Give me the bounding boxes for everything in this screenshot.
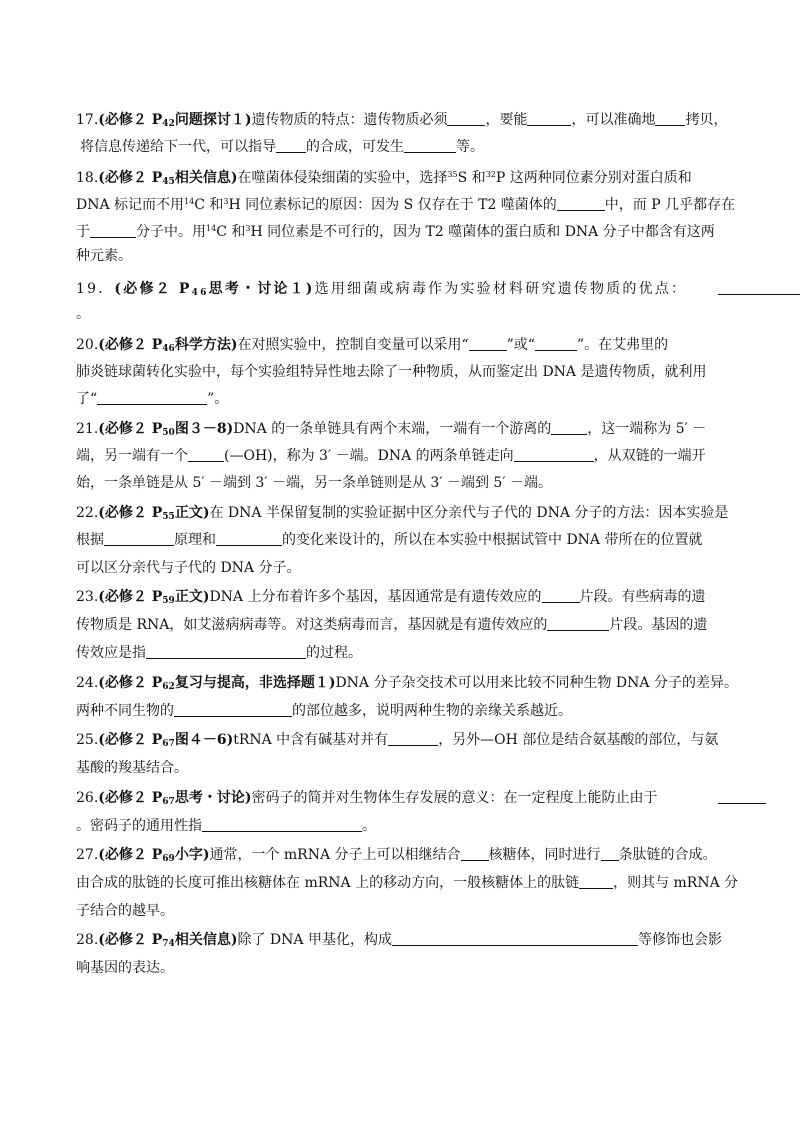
question-18-line-3: 于 分子中。用$^{14}$C 和$^3$H 同位素是不可行的，因为 T2 噬菌体的蛋白质和 DNA 分子中都含有这两 <box>76 224 715 240</box>
blank[interactable] <box>535 337 577 351</box>
question-number: 23. <box>76 589 99 605</box>
textbook-reference: (必修２ $P_{46}$思考・讨论１) <box>114 281 315 298</box>
question-20-line-1: 20.(必修２ $P_{46}$科学方法)在对照实验中，控制自变量可以采用“ ”或“ ”。在艾弗里的 <box>76 337 669 354</box>
question-22-line-2: 根据 原理和 的变化来设计的，所以在本实验中根据试管中 DNA 带所在的位置就 <box>76 532 703 548</box>
question-28-line-1: 28.(必修２ $P_{74}$相关信息)除了 DNA 甲基化，构成 等修饰也会影 <box>76 932 722 949</box>
question-27-line-1: 27.(必修２ $P_{69}$小字)通常，一个 mRNA 分子上可以相继结合 核糖体，同时进行 条肽链的合成。 <box>76 847 717 864</box>
question-19-line-2: 。 <box>76 306 90 322</box>
question-21-line-1: 21.(必修２ $P_{50}$图３－8)DNA 的一条单链具有两个末端，一端有一个游离的 ，这一端称为 5′ － <box>76 421 707 438</box>
question-27-line-3: 子结合的越早。 <box>76 903 174 919</box>
question-number: 28. <box>76 932 99 948</box>
blank[interactable] <box>579 875 613 889</box>
question-number: 27. <box>76 847 99 863</box>
textbook-reference: (必修２ $P_{67}$思考・讨论) <box>98 790 252 807</box>
question-21-line-2: 端，另一端有一个 (—OH)，称为 3′ －端。DNA 的两条单链走向 ，从双链的一端开 <box>76 448 706 464</box>
textbook-reference: (必修２ $P_{69}$小字) <box>98 847 210 864</box>
textbook-reference: (必修２ $P_{50}$图３－8) <box>98 421 234 438</box>
blank[interactable] <box>188 448 224 462</box>
question-23-line-2: 传物质是 RNA，如艾滋病病毒等。对这类病毒而言，基因就是有遗传效应的 片段。基因的遗 <box>76 617 708 633</box>
blank[interactable] <box>404 139 456 153</box>
blank[interactable] <box>90 224 136 238</box>
textbook-reference: (必修２ $P_{59}$正文) <box>98 589 210 606</box>
blank[interactable] <box>104 532 174 546</box>
question-22-line-1: 22.(必修２ $P_{55}$正文)在 DNA 半保留复制的实验证据中区分亲代与子代的 DNA 分子的方法：因本实验是 <box>76 505 729 522</box>
blank[interactable] <box>542 589 580 603</box>
blank[interactable] <box>551 421 587 435</box>
question-number: 17. <box>76 112 99 128</box>
question-21-line-3: 始，一条单链是从 5′ －端到 3′ －端，另一条单链则是从 3′ －端到 5′ －端。 <box>76 475 552 491</box>
blank[interactable] <box>469 337 507 351</box>
question-19-line-1: 19．(必修２ $P_{46}$思考・讨论１)选用细菌或病毒作为实验材料研究遗传物质的优点： <box>76 281 688 298</box>
blank[interactable] <box>718 790 766 804</box>
question-23-line-3: 传效应是指 的过程。 <box>76 645 362 661</box>
blank[interactable] <box>547 617 609 631</box>
question-24-line-2: 两种不同生物的 的部位越多，说明两种生物的亲缘关系越近。 <box>76 703 572 719</box>
question-number: 20. <box>76 337 99 353</box>
question-number: 25. <box>76 732 99 748</box>
question-28-line-2: 响基因的表达。 <box>76 960 174 976</box>
blank[interactable] <box>655 112 685 126</box>
question-23-line-1: 23.(必修２ $P_{59}$正文)DNA 上分布着许多个基因，基因通常是有遗传效应的 片段。有些病毒的遗 <box>76 589 706 606</box>
blank[interactable] <box>97 391 207 405</box>
question-18-line-4: 种元素。 <box>76 248 132 264</box>
blank[interactable] <box>216 532 282 546</box>
question-17-line-2: 将信息传递给下一代，可以指导 的合成，可发生 等。 <box>80 139 484 155</box>
blank[interactable] <box>276 139 306 153</box>
blank[interactable] <box>146 645 306 659</box>
question-27-line-2: 由合成的肽链的长度可推出核糖体在 mRNA 上的移动方向，一般核糖体上的肽链 ，则其与 mRNA 分 <box>76 875 739 891</box>
textbook-reference: (必修２ $P_{55}$正文) <box>98 505 210 522</box>
question-26-line-1: 26.(必修２ $P_{67}$思考・讨论)密码子的简并对生物体生存发展的意义：在一定程度上能防止由于 <box>76 790 658 807</box>
question-number: 18. <box>76 170 99 186</box>
blank[interactable] <box>392 932 638 946</box>
question-20-line-2: 肺炎链球菌转化实验中，每个实验组特异性地去除了一种物质，从而鉴定出 DNA 是遗传物质，就利用 <box>76 364 707 380</box>
textbook-reference: (必修２ $P_{42}$问题探讨１) <box>98 112 252 129</box>
blank[interactable] <box>718 281 800 295</box>
blank[interactable] <box>447 112 485 126</box>
blank[interactable] <box>461 847 489 861</box>
question-25-line-1: 25.(必修２ $P_{67}$图４－6)tRNA 中含有碱基对并有 ，另外—OH 部位是结合氨基酸的部位，与氨 <box>76 732 719 749</box>
question-22-line-3: 可以区分亲代与子代的 DNA 分子。 <box>76 560 301 576</box>
blank[interactable] <box>388 732 438 746</box>
question-18-line-2: DNA 标记而不用$^{14}$C 和$^3$H 同位素标记的原因：因为 S 仅存在于 T2 噬菌体的 中，而 P 几乎都存在 <box>76 197 736 213</box>
blank[interactable] <box>601 847 619 861</box>
question-number: 26. <box>76 790 99 806</box>
blank[interactable] <box>557 197 605 211</box>
question-number: 22. <box>76 505 99 521</box>
question-17-line-1: 17.(必修２ $P_{42}$问题探讨１)遗传物质的特点：遗传物质必须 ，要能 ，可以准确地 拷贝， <box>76 112 728 129</box>
question-number: 19． <box>76 281 115 297</box>
question-number: 21. <box>76 421 99 437</box>
question-25-line-2: 基酸的羧基结合。 <box>76 760 188 776</box>
question-26-line-2: 。密码子的通用性指 。 <box>76 818 376 834</box>
blank[interactable] <box>527 112 571 126</box>
blank[interactable] <box>174 703 292 717</box>
question-20-line-3: 了“ ”。 <box>76 391 229 407</box>
textbook-reference: (必修２ $P_{45}$相关信息) <box>98 170 238 187</box>
question-number: 24. <box>76 675 99 691</box>
textbook-reference: (必修２ $P_{46}$科学方法) <box>98 337 238 354</box>
blank[interactable] <box>202 818 362 832</box>
blank[interactable] <box>514 448 594 462</box>
textbook-reference: (必修２ $P_{67}$图４－6) <box>98 732 234 749</box>
question-18-line-1: 18.(必修２ $P_{45}$相关信息)在噬菌体侵染细菌的实验中，选择$^{35}$S 和$^{32}$P 这两种同位素分别对蛋白质和 <box>76 170 692 187</box>
textbook-reference: (必修２ $P_{62}$复习与提高，非选择题１) <box>98 675 336 692</box>
question-24-line-1: 24.(必修２ $P_{62}$复习与提高，非选择题１)DNA 分子杂交技术可以用来比较不同种生物 DNA 分子的差异。 <box>76 675 738 692</box>
textbook-reference: (必修２ $P_{74}$相关信息) <box>98 932 238 949</box>
